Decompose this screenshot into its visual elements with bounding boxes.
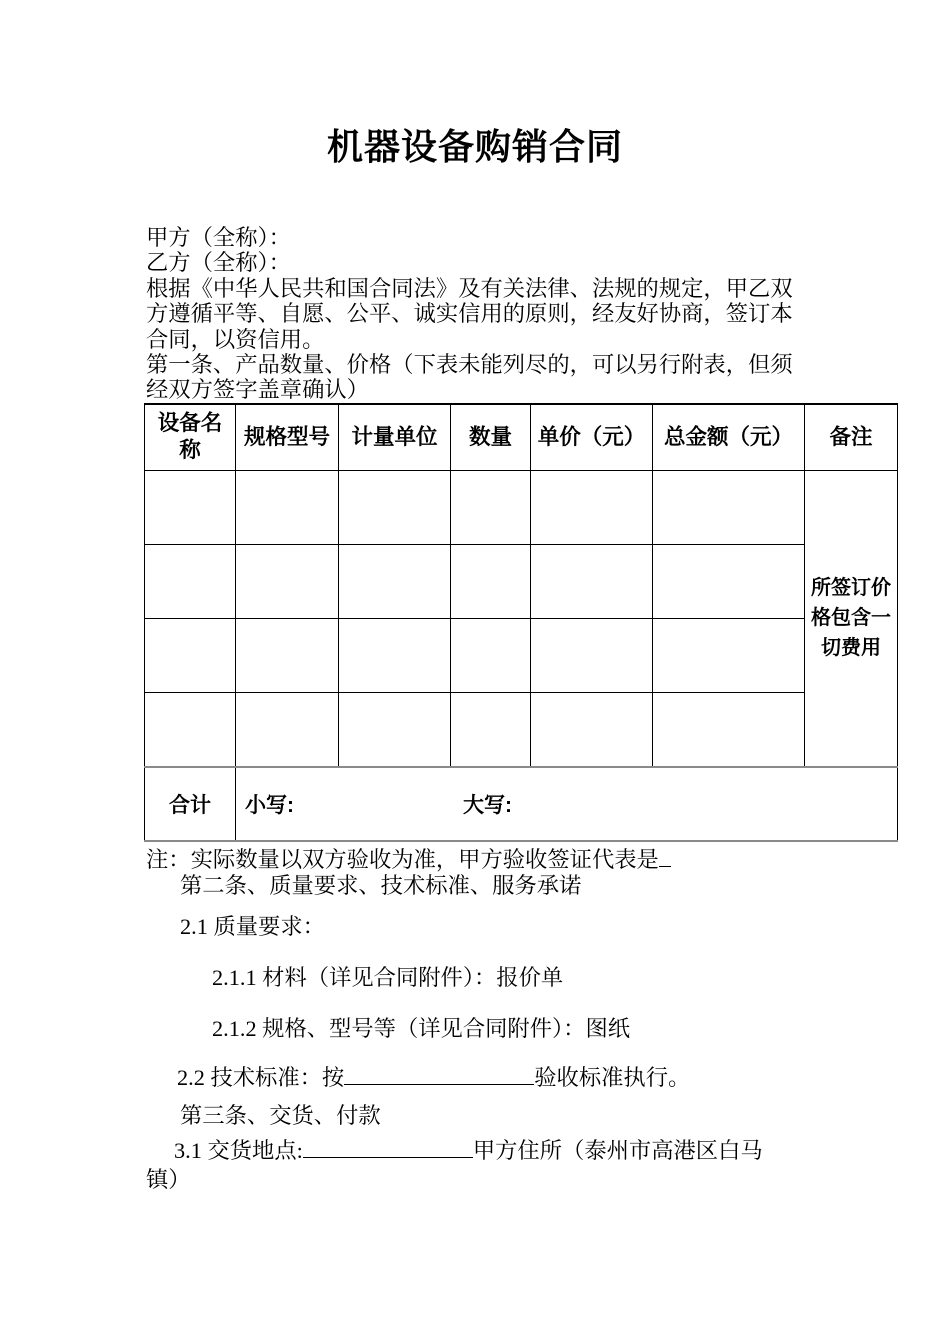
col-header-remark: 备注	[805, 404, 898, 471]
empty-cell	[145, 545, 236, 619]
empty-cell	[236, 619, 339, 693]
empty-cell	[531, 619, 653, 693]
empty-cell	[339, 693, 451, 767]
clause-2-1: 2.1 质量要求：	[180, 913, 325, 939]
empty-cell	[653, 545, 805, 619]
total-label-cell: 合计	[145, 767, 236, 841]
table-row	[145, 471, 898, 545]
empty-cell	[236, 693, 339, 767]
col-header-total-amount: 总金额（元）	[653, 404, 805, 471]
empty-cell	[531, 693, 653, 767]
table-header-row	[145, 404, 898, 471]
clause-3-1: 3.1 交货地点: 甲方住所（泰州市高港区白马	[174, 1138, 763, 1164]
clauses-section	[146, 847, 824, 1194]
clause-2-1-1: 2.1.1 材料（详见合同附件）：报价单	[212, 964, 564, 990]
preamble-line: 合同，以资信用。	[146, 326, 325, 352]
empty-cell	[145, 471, 236, 545]
clause2-title: 第二条、质量要求、技术标准、服务承诺	[180, 873, 582, 899]
total-amount-cell	[236, 767, 898, 841]
delivery-place-blank	[303, 1138, 473, 1158]
clause-3-1-continuation: 镇）	[146, 1166, 191, 1192]
empty-cell	[236, 471, 339, 545]
intro-section	[146, 225, 824, 403]
empty-cell	[339, 545, 451, 619]
standard-blank	[344, 1065, 534, 1085]
empty-cell	[339, 471, 451, 545]
party-b-line: 乙方（全称）：	[146, 250, 291, 276]
col-header-unit-price: 单价（元）	[531, 404, 653, 471]
total-row	[145, 767, 898, 841]
empty-cell	[451, 693, 531, 767]
empty-cell	[339, 619, 451, 693]
products-table	[144, 403, 898, 842]
clause-2-2: 2.2 技术标准：按 验收标准执行。	[177, 1064, 691, 1090]
table-row	[145, 545, 898, 619]
remark-note-cell: 所签订价格包含一切费用	[805, 471, 898, 767]
empty-cell	[653, 693, 805, 767]
empty-cell	[451, 545, 531, 619]
col-header-unit: 计量单位	[339, 404, 451, 471]
table-row	[145, 693, 898, 767]
clause-2-1-2: 2.1.2 规格、型号等（详见合同附件）：图纸	[212, 1016, 631, 1042]
empty-cell	[531, 545, 653, 619]
empty-cell	[236, 545, 339, 619]
empty-cell	[451, 471, 531, 545]
empty-cell	[531, 471, 653, 545]
amount-in-figures-label: 小写:	[245, 793, 294, 817]
party-a-line: 甲方（全称）：	[146, 225, 291, 250]
col-header-equipment-name: 设备名称	[145, 404, 236, 471]
document-title: 机器设备购销合同	[326, 126, 623, 167]
table-row	[145, 619, 898, 693]
col-header-quantity: 数量	[451, 404, 531, 471]
preamble-line: 根据《中华人民共和国合同法》及有关法律、法规的规定，甲乙双	[146, 275, 793, 301]
clause1-title-line: 第一条、产品数量、价格（下表未能列尽的，可以另行附表，但须	[146, 351, 793, 377]
empty-cell	[451, 619, 531, 693]
col-header-spec-model: 规格型号	[236, 404, 339, 471]
preamble-line: 方遵循平等、自愿、公平、诚实信用的原则，经友好协商，签订本	[146, 301, 793, 327]
amount-in-words-label: 大写:	[463, 793, 512, 817]
empty-cell	[653, 471, 805, 545]
signature-blank	[659, 847, 671, 867]
empty-cell	[145, 619, 236, 693]
empty-cell	[653, 619, 805, 693]
empty-cell	[145, 693, 236, 767]
acceptance-note-line: 注：实际数量以双方验收为准，甲方验收签证代表是	[146, 847, 824, 873]
clause1-title-line: 经双方签字盖章确认）	[146, 377, 369, 403]
clause3-title: 第三条、交货、付款	[180, 1103, 381, 1129]
